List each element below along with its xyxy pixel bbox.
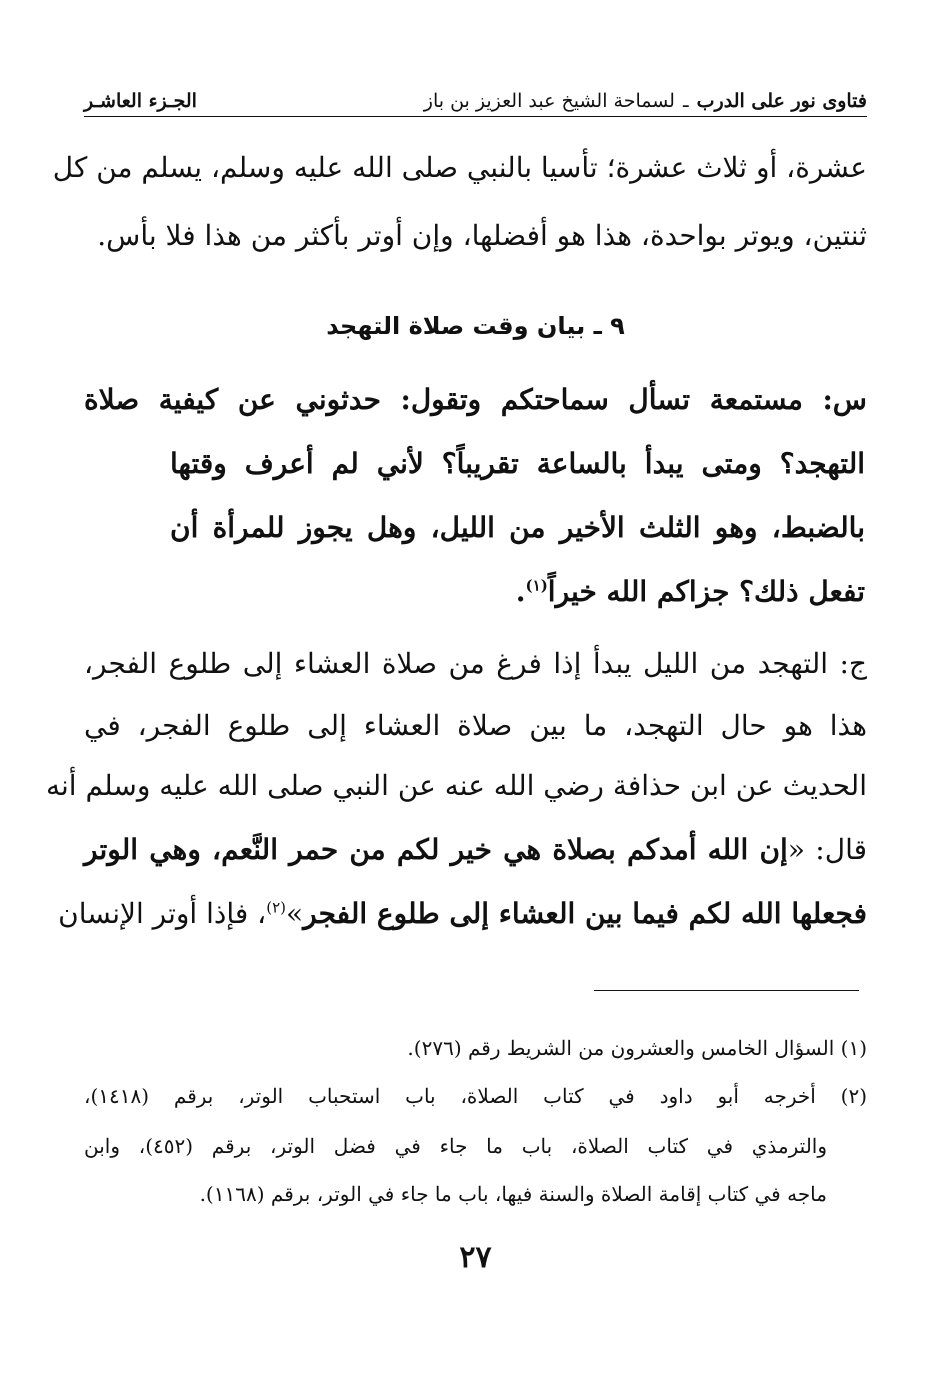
running-header <box>84 86 867 117</box>
footnote-2-line-2: والترمذي في كتاب الصلاة، باب ما جاء في فضل الوتر، برقم (٤٥٢)، وابن <box>84 1134 828 1158</box>
volume-label: الجـزء العاشـر <box>84 90 197 112</box>
intro-line-2: ثنتين، ويوتر بواحدة، هذا هو أفضلها، وإن أوتر بأكثر من هذا فلا بأس. <box>97 219 867 252</box>
answer-line-2: هذا هو حال التهجد، ما بين صلاة العشاء إلى طلوع الفجر، في <box>84 709 867 742</box>
question-line-4-text: تفعل ذلك؟ جزاكم الله خيراً <box>547 575 865 608</box>
question-line-2: التهجد؟ ومتى يبدأ بالساعة تقريباً؟ لأني لم أعرف وقتها <box>170 447 865 480</box>
question-line-4-end: . <box>515 575 526 608</box>
question-line-3: بالضبط، وهو الثلث الأخير من الليل، وهل يجوز للمرأة أن <box>170 511 865 544</box>
question-line-4 <box>170 572 865 612</box>
footnote-divider <box>594 990 859 991</box>
answer-line-4-prefix: قال: « <box>787 833 867 866</box>
hadith-quote-1: إن الله أمدكم بصلاة هي خير لكم من حمر النَّعم، وهي الوتر <box>84 833 788 866</box>
footnote-ref-1: (١) <box>525 576 548 595</box>
intro-line-1: عشرة، أو ثلاث عشرة؛ تأسيا بالنبي صلى الله عليه وسلم، يسلم من كل <box>52 151 867 184</box>
answer-line-3: الحديث عن ابن حذافة رضي الله عنه عن النبي صلى الله عليه وسلم أنه <box>45 769 867 802</box>
page-number: ٢٧ <box>459 1240 492 1275</box>
answer-line-1: ج: التهجد من الليل يبدأ إذا فرغ من صلاة العشاء إلى طلوع الفجر، <box>84 647 867 680</box>
hadith-quote-2: فجعلها الله لكم فيما بين العشاء إلى طلوع الفجر <box>303 897 867 930</box>
header-separator: ـ <box>683 90 689 112</box>
footnote-1: (١) السؤال الخامس والعشرون من الشريط رقم (٢٧٦). <box>407 1036 867 1060</box>
footnote-ref-2: (٢) <box>266 898 286 917</box>
quote-close: » <box>286 897 304 930</box>
footnote-2-line-1: (٢) أخرجه أبو داود في كتاب الصلاة، باب استحباب الوتر، برقم (١٤١٨)، <box>84 1084 867 1108</box>
book-title: فتاوى نور على الدرب <box>696 90 867 112</box>
footnote-2-line-3: ماجه في كتاب إقامة الصلاة والسنة فيها، باب ما جاء في الوتر، برقم (١١٦٨). <box>199 1182 827 1206</box>
section-heading: ٩ ـ بيان وقت صلاة التهجد <box>326 312 625 340</box>
question-line-1: س: مستمعة تسأل سماحتكم وتقول: حدثوني عن كيفية صلاة <box>84 383 867 416</box>
answer-line-5 <box>58 894 867 934</box>
answer-line-5-suffix: ، فإذا أوتر الإنسان <box>58 897 267 930</box>
author-name: لسماحة الشيخ عبد العزيز بن باز <box>423 90 675 112</box>
answer-line-4 <box>84 830 867 870</box>
